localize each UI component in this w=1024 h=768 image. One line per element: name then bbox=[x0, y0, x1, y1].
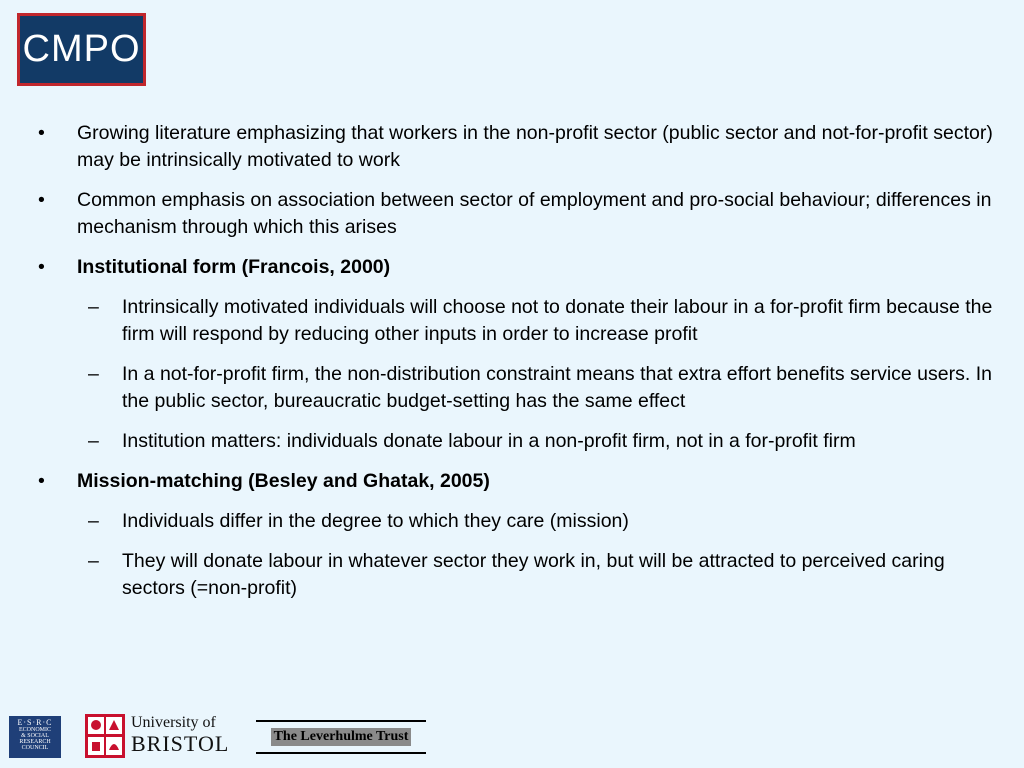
leverhulme-logo-text: The Leverhulme Trust bbox=[271, 728, 412, 746]
cmpo-logo-text: CMPO bbox=[20, 16, 143, 83]
dash-marker: – bbox=[88, 363, 99, 385]
list-item bbox=[30, 468, 995, 495]
bristol-logo-name: BRISTOL bbox=[131, 731, 230, 756]
bullet-marker: • bbox=[38, 189, 45, 211]
list-item bbox=[30, 120, 995, 174]
sub-list-item bbox=[30, 294, 995, 348]
bullet-list bbox=[30, 120, 995, 615]
section-heading: Institutional form (Francois, 2000) bbox=[77, 256, 391, 278]
list-item bbox=[30, 187, 995, 241]
sub-list-item bbox=[30, 548, 995, 602]
cmpo-logo bbox=[17, 13, 146, 86]
bullet-marker: • bbox=[38, 122, 45, 144]
bristol-logo bbox=[85, 714, 235, 758]
sub-list-item bbox=[30, 361, 995, 415]
leverhulme-logo bbox=[256, 720, 426, 754]
bullet-marker: • bbox=[38, 256, 45, 278]
list-item-text: Institution matters: individuals donate labour in a non-profit firm, not in a for-profit firm bbox=[122, 430, 856, 452]
esrc-logo-line: & SOCIAL bbox=[21, 733, 49, 739]
list-item-text: They will donate labour in whatever sector they work in, but will be attracted to perceived caring sectors (=non-profit) bbox=[122, 550, 945, 599]
bristol-logo-line: University of bbox=[131, 714, 216, 731]
bristol-crest-icon bbox=[85, 714, 125, 758]
dash-marker: – bbox=[88, 510, 99, 532]
esrc-logo-line: RESEARCH bbox=[19, 739, 51, 745]
list-item-text: Common emphasis on association between sector of employment and pro-social behaviour; differences in mechanism through which this arises bbox=[77, 189, 992, 238]
esrc-logo bbox=[9, 716, 61, 758]
list-item-text: Growing literature emphasizing that workers in the non-profit sector (public sector and not-for-profit sector) may be intrinsically motivated to work bbox=[77, 122, 993, 171]
sub-list-item bbox=[30, 508, 995, 535]
dash-marker: – bbox=[88, 430, 99, 452]
list-item-text: In a not-for-profit firm, the non-distribution constraint means that extra effort benefits service users. In the public sector, bureaucratic budget-setting has the same effect bbox=[122, 363, 992, 412]
list-item bbox=[30, 254, 995, 281]
list-item-text: Intrinsically motivated individuals will choose not to donate their labour in a for-profit firm because the firm will respond by reducing other inputs in order to increase profit bbox=[122, 296, 993, 345]
section-heading: Mission-matching (Besley and Ghatak, 2005) bbox=[77, 470, 490, 492]
dash-marker: – bbox=[88, 550, 99, 572]
esrc-logo-line: COUNCIL bbox=[21, 745, 49, 751]
esrc-logo-line: ECONOMIC bbox=[18, 727, 51, 733]
bullet-marker: • bbox=[38, 470, 45, 492]
esrc-logo-line: E·S·R·C bbox=[17, 718, 53, 727]
dash-marker: – bbox=[88, 296, 99, 318]
sub-list-item bbox=[30, 428, 995, 455]
list-item-text: Individuals differ in the degree to which they care (mission) bbox=[122, 510, 629, 532]
